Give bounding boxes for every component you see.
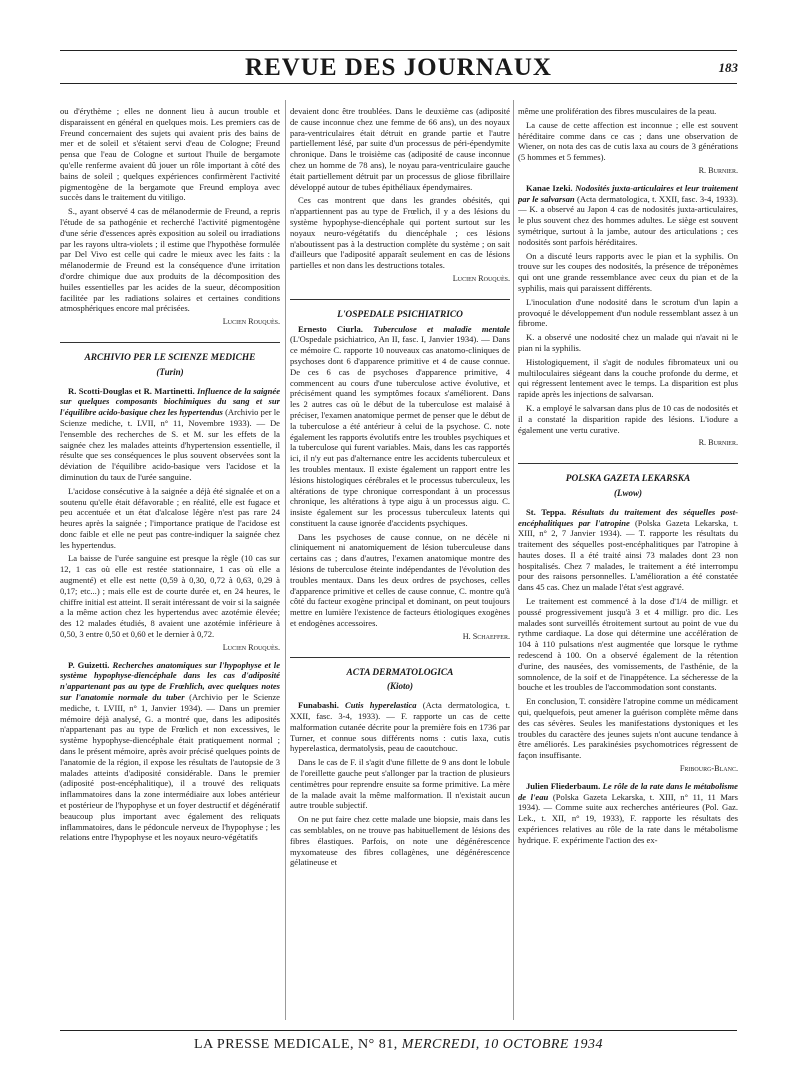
section-rule xyxy=(518,463,738,464)
article-title: Résultats du traitement des séquelles post-encéphalitiques par l'atropine xyxy=(518,506,738,528)
author-signature: R. Burnier. xyxy=(698,165,738,175)
column-divider xyxy=(285,100,286,1020)
footer-journal: LA PRESSE MEDICALE, xyxy=(194,1037,355,1052)
article-abstract xyxy=(60,386,280,483)
header-bottom-rule xyxy=(60,83,737,84)
article-title: Le rôle de la rate dans le métabolisme de l'eau xyxy=(518,780,738,802)
article-abstract xyxy=(518,183,738,248)
article-text: (L'Ospedale psichiatrico, An II, fasc. I, Janvier 1934). — Dans ce mémoire C. rapporte 10 nouveaux cas anatomo-cliniques de psychoses dont 6 d'apparence primitive et 4 de cause connue. De ces 6 cas de psychoses d'apparence primitive, 4 commencent au cours d'une tuberculose active évolutive, et précisément quand les symptômes focaux s'améliorent. Dans les 2 autres cas où le début de la tuberculose est malaisé à préciser, l'examen anatomique permet de penser que le début de la tuberculose a été antérieur à celui de la psychose. C. note également les rapports évolutifs entre les troubles psychiques et la tuberculose qui furent variables. Mais, dans les cas rapportés ici, il n'y eut pas d'alternance entre les accidents tuberculeux et les troubles mentaux. Il existe également un rapport entre les lésions histologiques cérébrales et le processus tuberculeux, les altérations de type chronique correspondant à un processus chronique, les altérations à type aigu à un processus aigu. C. insiste également sur les processus tuberculeux latents qui constituent la cause ignorée d'accidents psychiques. xyxy=(290,334,510,528)
author-signature: R. Burnier. xyxy=(698,438,738,448)
page-number: 183 xyxy=(718,60,738,75)
header-top-rule xyxy=(60,50,737,51)
article-abstract xyxy=(518,781,738,846)
journal-section-title: L'OSPEDALE PSICHIATRICO xyxy=(337,309,463,320)
paragraph: même une prolifération des fibres musculaires de la peau. xyxy=(518,106,717,116)
article-text: (Archivio per le Scienze mediche, t. LVIII, n° 1, Janvier 1934). — Dans un premier mémoire déjà analysé, G. a montré que, dans les adiposités n'appartenant pas au type de Frœlich et non excessives, le système hypophyse-diencéphale était pratiquement normal ; dans le présent mémoire, après avoir précisé quelques points de l'anatomie de la région, il expose les résultats de l'autopsie de 3 malades atteints d'adiposité considérable. Dans le premier (adiposité post-encéphalitique), il a trouvé des reliquats inflammatoires dans la zone intermédiaire aux lobes antérieur et postérieur de l'hypophyse et un foyer destructif et dégénératif beaucoup plus important avec également des reliquats inflammatoires, dans le pédoncule nerveux de l'hypophyse ; les relations entre l'hypophyse et les noyaux neuro-végétatifs xyxy=(60,692,280,843)
article-text: (Polska Gazeta Lekarska, t. XIII, n° 11, 11 Mars 1934). — Comme suite aux recherches antérieures (Pol. Gaz. Lek., t. XII, n° 19, 1933), F. rapporte les résultats des expériences relatives au rôle de la rate dans le métabolisme hydrique. F. expérimente l'action des ex- xyxy=(518,791,738,845)
article-title: Recherches anatomiques sur l'hypophyse et le système hypophyse-diencéphale dans les cas d'adiposité n'appartenant pas au type de Frœhlich, avec quelques notes sur l'anatomie normale du tuber xyxy=(60,659,280,703)
article-authors: St. Teppa. xyxy=(526,506,566,517)
paragraph: K. a employé le salvarsan dans plus de 10 cas de nodosités et il a constaté la disparition rapide des lésions. L'iodure a également une vertu curative. xyxy=(518,402,738,435)
journal-section-city: (Lwow) xyxy=(614,487,642,498)
paragraph: Dans les psychoses de cause connue, on ne décèle ni cliniquement ni anatomiquement de lésion tuberculeuse dans certains cas ; dans d'autres, l'examen anatomique montre des lésions de tuberculose éteinte indépendantes de l'évolution des troubles mentaux. Dans les deux ordres de psychoses, celles d'apparence primitive et celles de cause connue, C. montre qu'à côté du facteur exogène principal et dominant, on peut toujours mettre en lumière l'existence de facteurs étiologiques exogènes et endogènes accessoires. xyxy=(290,531,510,629)
article-text: (Archivio per le Scienze mediche, t. LVII, n° 11, Novembre 1933). — De l'ensemble des recherches de S. et M. sur les effets de la saignée chez les malades atteints d'hypertension essentielle, il résulte que ses conséquences le plus souvent observées sont la déviation de l'équilibre acido-basique vers l'acidose et la diminution du taux de l'urée sanguine. xyxy=(60,407,280,482)
section-rule xyxy=(60,342,280,343)
journal-section-city: (Turin) xyxy=(156,366,184,377)
author-signature: Fribourg-Blanc. xyxy=(679,764,738,774)
paragraph: devaient donc être troublées. Dans le deuxième cas (adiposité de cause inconnue chez une femme de 66 ans), un des noyaux para-ventriculaires était détruit en grande partie et l'autre partiellement lésé, par suite d'un processus de péri-épendymite chronique. Dans le troisième cas (adiposité de cause inconnue chez un homme de 78 ans), le noyau para-ventriculaire gauche était partiellement détruit par un processus de gliose fibrillaire développé autour de tubes épithéliaux épendymaires. xyxy=(290,106,510,192)
paragraph: On ne put faire chez cette malade une biopsie, mais dans les cas semblables, on ne trouve pas habituellement de lésions des fibres élastiques. Parfois, on note une dégénérescence myxomateuse des fibres collagènes, une dégénérescence gélatineuse et xyxy=(290,814,510,868)
article-authors: Kanae Izeki. xyxy=(526,182,573,193)
paragraph: On a discuté leurs rapports avec le pian et la syphilis. On trouve sur les coupes des nodosités, la présence de tréponèmes qui ont une grande ressemblance avec ceux du pian et de la syphilis, mais qui paraissent différents. xyxy=(518,250,738,293)
paragraph: L'acidose consécutive à la saignée a déjà été signalée et on a soutenu qu'elle était défavorable ; en réalité, elle est fugace et peu accentuée et un état d'alcalose légère n'est pas rare 24 heures après la saignée ; l'importance pratique de l'acidose est donc faible et elle ne peut pas contre-indiquer la saignée chez les hypertendus. xyxy=(60,485,280,550)
author-signature: H. Schaeffer. xyxy=(462,631,510,641)
article-title: Influence de la saignée sur quelques composants biochimiques du sang et sur l'équilibre acido-basique chez les hypertendus xyxy=(60,385,280,418)
column-divider xyxy=(513,100,514,1020)
author-signature: Lucien Rouquès. xyxy=(222,642,280,652)
author-signature: Lucien Rouquès. xyxy=(452,273,510,283)
section-rule xyxy=(290,299,510,300)
column-1 xyxy=(60,106,280,1018)
section-rule xyxy=(290,657,510,658)
article-authors: Funabashi. xyxy=(298,700,339,711)
article-abstract xyxy=(290,700,510,754)
footer-date: MERCREDI, 10 OCTOBRE 1934 xyxy=(401,1037,603,1052)
journal-section-city: (Kioto) xyxy=(387,681,413,692)
article-text: (Polska Gazeta Lekarska, t. XIII, n° 2, 7 Janvier 1934). — T. rapporte les résultats du traitement des séquelles post-encéphalitiques par l'atropine à hautes doses. Il a été traité ainsi 73 malades dont 23 non hospitalisés. Chez 7 malades, le traitement a été interrompu pour des raisons personnelles. L'amélioration a été constatée dans 45 cas. Chez un malade l'état s'est aggravé. xyxy=(518,517,738,593)
article-title: Cutis hyperelastica xyxy=(345,700,417,711)
paragraph: L'inoculation d'une nodosité dans le scrotum d'un lapin a provoqué le développement d'un nodule ressemblant assez à un fibrome. xyxy=(518,296,738,329)
paragraph: S., ayant observé 4 cas de mélanodermie de Freund, a repris l'étude de sa pathogénie et recherché l'activité pigmentogène d'une série d'essences après exposition au soleil ou irradiations par les rayons ultra-violets ; il estime que l'hypothèse formulée par Del Vivo est celle qui cadre le mieux avec les faits : la mélanodermie de Freund est la conséquence d'une irritation d'ordre chimique due aux produits de la décomposition des huiles essentielles par les acides de la sueur, décomposition facilitée par les radiations solaires et certaines conditions atmosphériques encore mal précisées. xyxy=(60,206,280,314)
paragraph: La baisse de l'urée sanguine est presque la règle (10 cas sur 12, 1 cas où elle est restée stationnaire, 1 cas où elle a augmenté) et elle est nette (0,59 à 0,30, 0,72 à 0,63, 0,29 à 0,17; etc...) ; mais elle est de courte durée et, en 24 heures, le chiffre initial est atteint. Il serait intéressant de voir si la saignée a la même action chez les hypertendus avec azotémie élevée; des 12 malades étudiés, 8 avaient une azotémie inférieure à 0,50, 3 entre 0,50 et 0,60 et le dernier à 0,72. xyxy=(60,553,280,640)
author-signature: Lucien Rouquès. xyxy=(222,317,280,327)
paragraph: La cause de cette affection est inconnue ; elle est souvent héréditaire comme dans ce cas ; dans une observation de Wiener, on nota des cas de cutis laxa au cours de 3 générations (5 hommes et 5 femmes). xyxy=(518,119,738,163)
article-abstract xyxy=(518,507,738,593)
article-authors: R. Scotti-Douglas et R. Martinetti. xyxy=(68,385,195,396)
article-authors: Julien Fliederbaum. xyxy=(526,780,601,791)
paragraph: ou d'érythème ; elles ne donnent lieu à aucun trouble et disparaissent en général en quelques mois. Les premiers cas de Freund concernaient des sujets qui avaient pris des bains de mer et de soleil et s'étaient servi d'eau de Cologne; Freund pensa que l'eau de Cologne et surtout l'huile de bergamote qu'elle renferme avaient dû jouer un rôle important à côté des bains de soleil ; quelques expériences confirmèrent l'activité pigmentogène de la bergamote que Freund employa avec succès dans le traitement du vitiligo. xyxy=(60,106,280,203)
running-header-title: REVUE DES JOURNAUX xyxy=(245,54,552,81)
paragraph: Le traitement est commencé à la dose d'1/4 de milligr. et poussé progressivement jusqu'à 3 et 4 milligr. pro dic. Les malades sont surveillés étroitement surtout au point de vue du rythme cardiaque. La dose qui détermine une accélération de 104 à 110 pulsations n'est augmentée que lorsque le rythme redescend à 100. On a observé également de la rétention d'urine, des nausées, des vomissements, de l'asthénie, de la somnolence, de la soif et de l'inappétence. La sécheresse de la bouche et les troubles de l'accommodation sont constants. xyxy=(518,596,738,693)
journal-section-title: ACTA DERMATOLOGICA xyxy=(346,667,454,678)
journal-section-title: ARCHIVIO PER LE SCIENZE MEDICHE xyxy=(84,352,256,363)
article-authors: Ernesto Ciurla. xyxy=(298,323,363,334)
article-text: (Acta dermatologica, t. XXII, fasc. 3-4, 1933). — F. rapporte un cas de cette malformation cutanée décrite pour la première fois en 1736 par Turner, et connue sous différents noms : cutis laxa, cutis hyperelastica, dermatolysis, peau de caoutchouc. xyxy=(290,700,510,754)
column-3 xyxy=(518,106,738,1018)
paragraph: En conclusion, T. considère l'atropine comme un médicament qui, quelquefois, peut amener la guérison complète même dans des cas sévères. Seules les manifestations dystoniques et les troubles du caractère des jeunes sujets n'ont aucune tendance à être améliorés. Les parakinésies psychomotrices régressent de façon insuffisante. xyxy=(518,696,738,761)
article-title: Nodosités juxta-articulaires et leur traitement par le salvarsan xyxy=(518,182,738,204)
article-title: Tuberculose et maladie mentale xyxy=(373,323,510,334)
article-abstract xyxy=(290,324,510,529)
paragraph: Dans le cas de F. il s'agit d'une fillette de 9 ans dont le lobule de l'oreillette gauche peut s'allonger par la traction de plusieurs centimètres pour reprendre ensuite sa forme primitive. La mère de la malade avait la même malformation. Il n'existait aucun autre trouble subjectif. xyxy=(290,757,510,811)
footer-issue: N° 81, xyxy=(358,1037,398,1052)
paragraph: K. a observé une nodosité chez un malade qui n'avait ni le pian ni la syphilis. xyxy=(518,332,738,353)
paragraph: Ces cas montrent que dans les grandes obésités, qui n'appartiennent pas au type de Frœlich, il y a des lésions du système hypophyse-diencéphale qui portent surtout sur les noyaux neuro-végétatifs du diencéphale ; ces lésions n'aboutissent pas à la destruction complète du système ; on sait d'ailleurs que l'adiposité apparaît seulement en cas de lésions partielles et non dans les destructions totales. xyxy=(290,195,510,271)
article-text: (Acta dermatologica, t. XXII, fasc. 3-4, 1933). — K. a observé au Japon 4 cas de nodosités juxta-articulaires, le plus souvent chez des hommes adultes. Le siège est souvent symétrique, surtout à la jambe, autour des articulations ; ces nodosités sont parfois héréditaires. xyxy=(518,193,738,247)
paragraph: Histologiquement, il s'agit de nodules fibromateux uni ou multiloculaires siégeant dans la couche profonde du derme, et qui régressent lentement avec le temps. La disparition est plus rapide après les injections de salvarsan. xyxy=(518,356,738,400)
column-2 xyxy=(290,106,510,1018)
journal-section-title: POLSKA GAZETA LEKARSKA xyxy=(565,474,691,485)
article-authors: P. Guizetti. xyxy=(68,659,110,670)
page-footer xyxy=(60,1030,737,1053)
article-abstract xyxy=(60,660,280,844)
